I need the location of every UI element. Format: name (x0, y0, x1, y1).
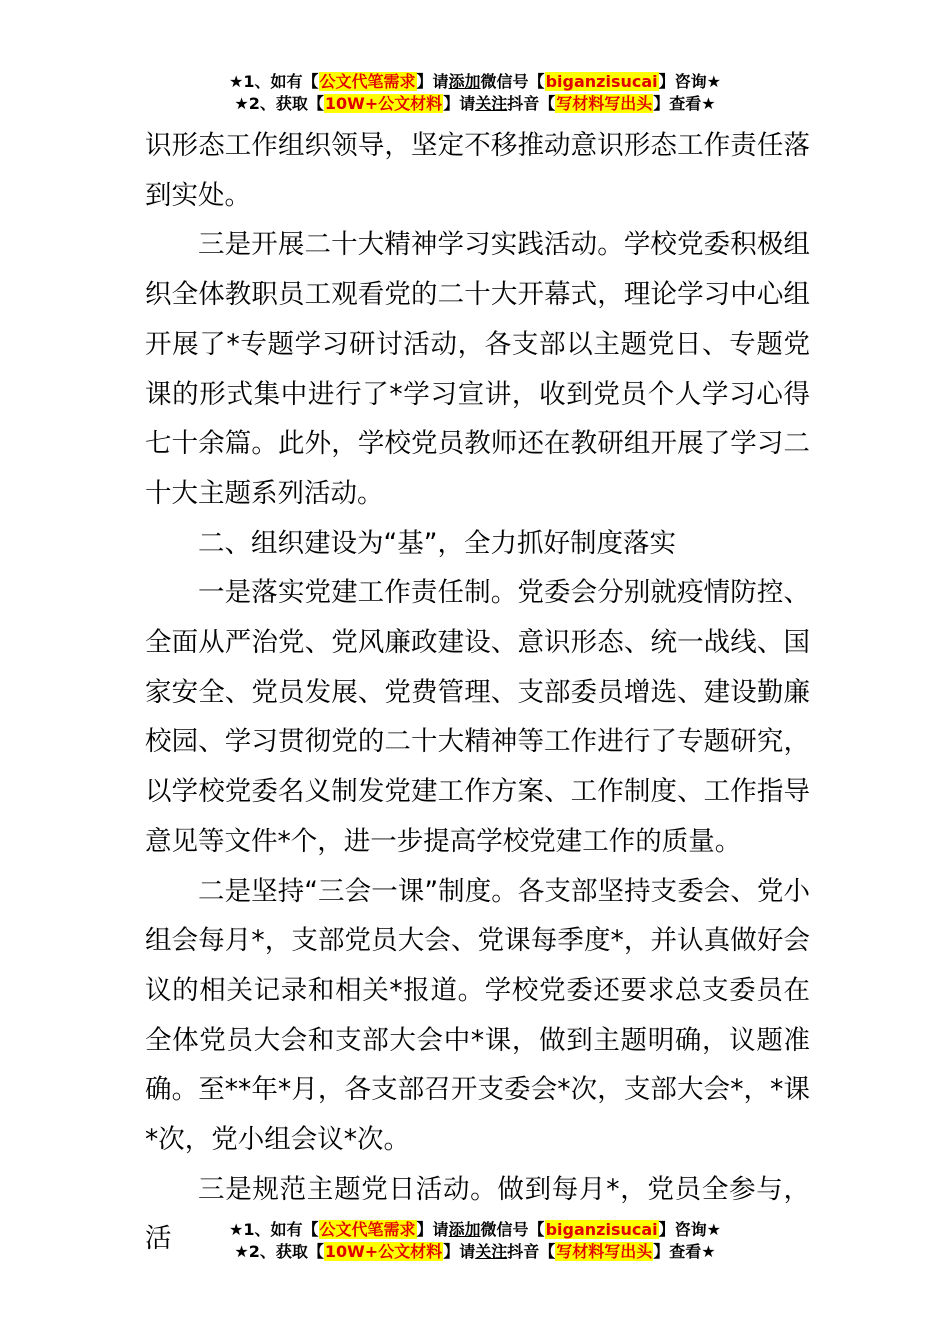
highlight-text: 公文代笔需求 (319, 1220, 416, 1239)
highlight-text: biganzisucai (545, 1220, 658, 1239)
highlight-text: 10W+公文材料 (324, 1242, 443, 1261)
paragraph: 二是坚持“三会一课”制度。各支部坚持支委会、党小组会每月*，支部党员大会、党课每季度*，并认真做好会议的相关记录和相关*报道。学校党委还要求总支委员在全体党员大会和支部大会中*课，做到主题明确，议题准确。至**年*月，各支部召开支委会*次，支部大会*，*课*次，党小组会议*次。 (145, 875, 810, 1156)
banner-line-2: ★2、获取【10W+公文材料】请关注抖音【写材料写出头】查看★ (234, 1242, 716, 1261)
header-banner (0, 71, 950, 115)
highlight-text: 公文代笔需求 (319, 72, 416, 91)
paragraph: 三是开展二十大精神学习实践活动。学校党委积极组织全体教职员工观看党的二十大开幕式，理论学习中心组开展了*专题学习研讨活动，各支部以主题党日、专题党课的形式集中进行了*学习宣讲，收到党员个人学习心得七十余篇。此外，学校党员教师还在教研组开展了学习二十大主题系列活动。 (145, 229, 810, 509)
banner-line-1: ★1、如有【公文代笔需求】请添加微信号【biganzisucai】咨询★ (229, 72, 721, 91)
banner-line-2: ★2、获取【10W+公文材料】请关注抖音【写材料写出头】查看★ (234, 94, 716, 113)
highlight-text: 写材料写出头 (556, 1242, 653, 1261)
section-heading: 二、组织建设为“基”，全力抓好制度落实 (198, 527, 676, 559)
footer-banner (0, 1219, 950, 1263)
banner-line-1: ★1、如有【公文代笔需求】请添加微信号【biganzisucai】咨询★ (229, 1220, 721, 1239)
paragraph-continuation: 识形态工作组织领导，坚定不移推动意识形态工作责任落到实处。 (145, 130, 810, 211)
paragraph: 三是规范主题党日活动。做到每月*，党员全参与，活 (145, 1173, 810, 1255)
paragraph: 一是落实党建工作责任制。党委会分别就疫情防控、全面从严治党、党风廉政建设、意识形态、统一战线、国家安全、党员发展、党费管理、支部委员增选、建设勤廉校园、学习贯彻党的二十大精神等工作进行了专题研究，以学校党委名义制发党建工作方案、工作制度、工作指导意见等文件*个，进一步提高学校党建工作的质量。 (145, 577, 810, 857)
highlight-text: 10W+公文材料 (324, 94, 443, 113)
highlight-text: 写材料写出头 (556, 94, 653, 113)
document-body (145, 121, 810, 1264)
highlight-text: biganzisucai (545, 72, 658, 91)
